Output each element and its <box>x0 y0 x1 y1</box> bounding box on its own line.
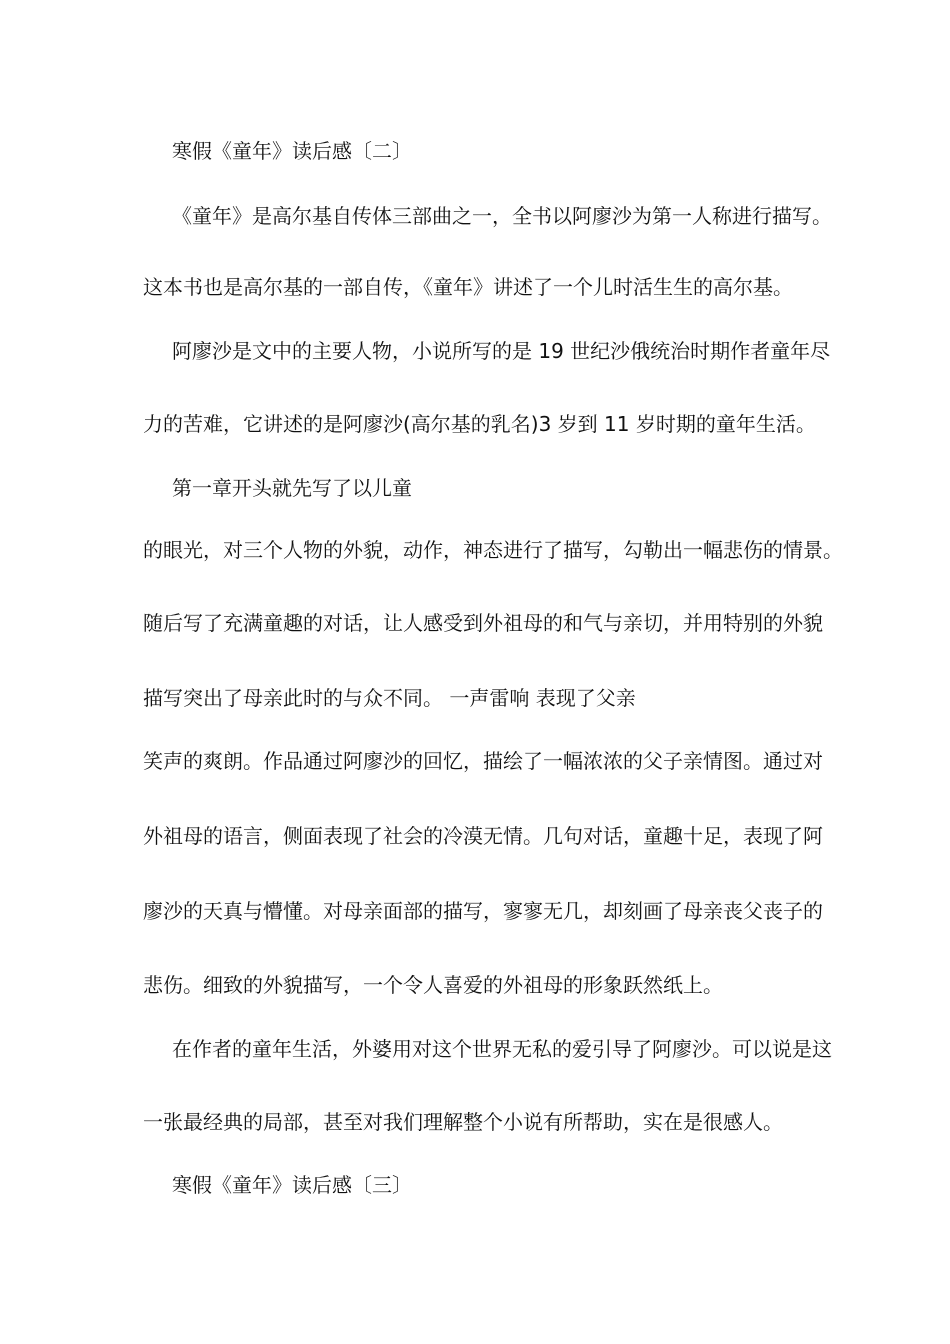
paragraph-line: 在作者的童年生活，外婆用对这个世界无私的爱引导了阿廖沙。可以说是这 <box>172 1037 832 1061</box>
paragraph-line: 廖沙的天真与懵懂。对母亲面部的描写，寥寥无几，却刻画了母亲丧父丧子的 <box>143 899 823 923</box>
paragraph-line: 悲伤。细致的外貌描写，一个令人喜爱的外祖母的形象跃然纸上。 <box>143 973 723 997</box>
section-heading: 寒假《童年》读后感〔二〕 <box>172 139 412 163</box>
paragraph-line: 笑声的爽朗。作品通过阿廖沙的回忆，描绘了一幅浓浓的父子亲情图。通过对 <box>143 749 823 773</box>
paragraph-line: 随后写了充满童趣的对话，让人感受到外祖母的和气与亲切，并用特别的外貌 <box>143 611 823 635</box>
paragraph-line: 第一章开头就先写了以儿童 <box>172 476 412 500</box>
paragraph-line: 力的苦难，它讲述的是阿廖沙(高尔基的乳名)3 岁到 11 岁时期的童年生活。 <box>143 412 816 436</box>
paragraph-line: 描写突出了母亲此时的与众不同。 一声雷响 表现了父亲 <box>143 686 636 710</box>
paragraph-line: 的眼光，对三个人物的外貌，动作，神态进行了描写，勾勒出一幅悲伤的情景。 <box>143 538 843 562</box>
paragraph-line: 一张最经典的局部，甚至对我们理解整个小说有所帮助，实在是很感人。 <box>143 1110 783 1134</box>
paragraph-line: 阿廖沙是文中的主要人物，小说所写的是 19 世纪沙俄统治时期作者童年尽 <box>172 339 831 363</box>
paragraph-line: 外祖母的语言，侧面表现了社会的冷漠无情。几句对话，童趣十足，表现了阿 <box>143 824 823 848</box>
section-heading: 寒假《童年》读后感〔三〕 <box>172 1173 412 1197</box>
paragraph-line: 《童年》是高尔基自传体三部曲之一，全书以阿廖沙为第一人称进行描写。 <box>172 204 832 228</box>
paragraph-line: 这本书也是高尔基的一部自传，《童年》讲述了一个儿时活生生的高尔基。 <box>143 275 793 299</box>
